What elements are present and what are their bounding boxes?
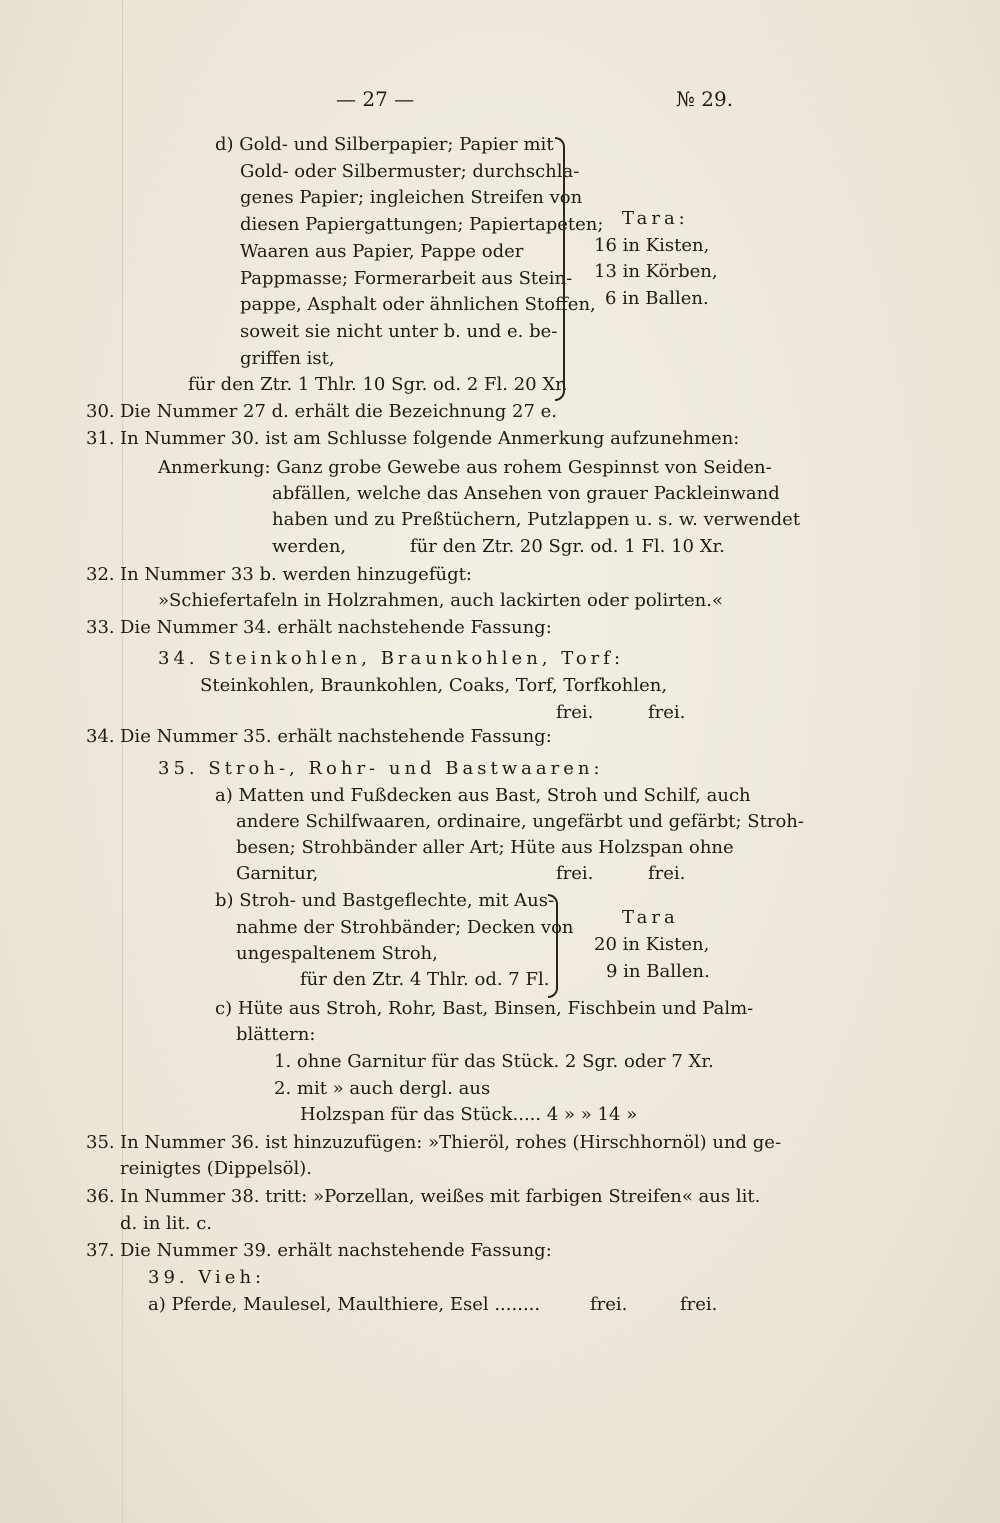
- item-text: In Nummer 38. tritt: »Porzellan, weißes mit farbigen Streifen« aus lit.: [120, 1186, 761, 1207]
- text-line: d. in lit. c.: [120, 1213, 213, 1234]
- frei-value: frei.: [680, 1294, 718, 1315]
- item-text: In Nummer 36. ist hinzuzufügen: »Thieröl, rohes (Hirschhornöl) und ge-: [120, 1132, 782, 1153]
- text-line: Anmerkung: Ganz grobe Gewebe aus rohem Gespinnst von Seiden-: [158, 457, 772, 478]
- text-line: c) Hüte aus Stroh, Rohr, Bast, Binsen, Fischbein und Palm-: [215, 998, 754, 1019]
- frei-value: frei.: [556, 863, 594, 884]
- text-line: diesen Papiergattungen; Papiertapeten;: [240, 214, 604, 235]
- item-text: Die Nummer 39. erhält nachstehende Fassung:: [120, 1240, 552, 1261]
- tara-line: 20 in Kisten,: [594, 934, 710, 955]
- heading-line: 35. Stroh-, Rohr- und Bastwaaren:: [158, 758, 604, 779]
- quote-line: »Schiefertafeln in Holzrahmen, auch lackirten oder polirten.«: [158, 590, 724, 611]
- tara-line: 13 in Körben,: [594, 261, 718, 282]
- tara-label: Tara:: [622, 208, 689, 229]
- tara-line: 9 in Ballen.: [606, 961, 710, 982]
- item-number: 30.: [86, 401, 115, 422]
- text-line: abfällen, welche das Ansehen von grauer Packleinwand: [272, 483, 780, 504]
- text-line: pappe, Asphalt oder ähnlichen Stoffen,: [240, 294, 596, 315]
- text-line: griffen ist,: [240, 348, 335, 369]
- brace: [555, 137, 565, 401]
- heading-line: 39. Vieh:: [148, 1267, 266, 1288]
- issue-number: № 29.: [676, 87, 734, 111]
- item-text: Die Nummer 35. erhält nachstehende Fassung:: [120, 726, 552, 747]
- item-number: 36.: [86, 1186, 115, 1207]
- item-number: 35.: [86, 1132, 115, 1153]
- text-line: Holzspan für das Stück..... 4 » » 14 »: [300, 1104, 638, 1125]
- text-line: Steinkohlen, Braunkohlen, Coaks, Torf, Torfkohlen,: [200, 675, 668, 696]
- frei-value: frei.: [648, 863, 686, 884]
- page-edge-line: [122, 0, 123, 1523]
- text-line: Gold- oder Silbermuster; durchschla-: [240, 161, 580, 182]
- item-number: 32.: [86, 564, 115, 585]
- text-line: Garnitur,: [236, 863, 319, 884]
- price-line: für den Ztr. 4 Thlr. od. 7 Fl.: [300, 969, 550, 990]
- text-line: nahme der Strohbänder; Decken von: [236, 917, 574, 938]
- tara-line: 6 in Ballen.: [605, 288, 709, 309]
- tara-line: 16 in Kisten,: [594, 235, 710, 256]
- text-line: besen; Strohbänder aller Art; Hüte aus Holzspan ohne: [236, 837, 734, 858]
- item-text: Die Nummer 34. erhält nachstehende Fassung:: [120, 617, 552, 638]
- item-number: 37.: [86, 1240, 115, 1261]
- text-line: soweit sie nicht unter b. und e. be-: [240, 321, 558, 342]
- text-line: reinigtes (Dippelsöl).: [120, 1158, 312, 1179]
- heading-line: 34. Steinkohlen, Braunkohlen, Torf:: [158, 648, 625, 669]
- brace: [548, 894, 558, 998]
- text-line: ungespaltenem Stroh,: [236, 943, 438, 964]
- text-line: 2. mit » auch dergl. aus: [274, 1078, 491, 1099]
- text-line: Waaren aus Papier, Pappe oder: [240, 241, 524, 262]
- price-line: für den Ztr. 20 Sgr. od. 1 Fl. 10 Xr.: [410, 536, 725, 557]
- item-number: 33.: [86, 617, 115, 638]
- item-text: In Nummer 30. ist am Schlusse folgende Anmerkung aufzunehmen:: [120, 428, 740, 449]
- text-line: genes Papier; ingleichen Streifen von: [240, 187, 583, 208]
- page-number: — 27 —: [336, 87, 415, 111]
- item-text: In Nummer 33 b. werden hinzugefügt:: [120, 564, 472, 585]
- text-line: b) Stroh- und Bastgeflechte, mit Aus-: [215, 890, 555, 911]
- item-number: 31.: [86, 428, 115, 449]
- text-line: Pappmasse; Formerarbeit aus Stein-: [240, 268, 573, 289]
- tara-label: Tara: [622, 907, 679, 928]
- price-line: für den Ztr. 1 Thlr. 10 Sgr. od. 2 Fl. 20 Xr.: [188, 374, 568, 395]
- text-line: a) Matten und Fußdecken aus Bast, Stroh und Schilf, auch: [215, 785, 751, 806]
- text-line: werden,: [272, 536, 347, 557]
- frei-value: frei.: [590, 1294, 628, 1315]
- item-text: Die Nummer 27 d. erhält die Bezeichnung 27 e.: [120, 401, 558, 422]
- text-line: 1. ohne Garnitur für das Stück. 2 Sgr. oder 7 Xr.: [274, 1051, 714, 1072]
- text-line: d) Gold- und Silberpapier; Papier mit: [215, 134, 554, 155]
- text-line: haben und zu Preßtüchern, Putzlappen u. s. w. verwendet: [272, 509, 801, 530]
- item-number: 34.: [86, 726, 115, 747]
- text-line: a) Pferde, Maulesel, Maulthiere, Esel ........: [148, 1294, 541, 1315]
- frei-value: frei.: [556, 702, 594, 723]
- frei-value: frei.: [648, 702, 686, 723]
- text-line: andere Schilfwaaren, ordinaire, ungefärbt und gefärbt; Stroh-: [236, 811, 804, 832]
- text-line: blättern:: [236, 1024, 316, 1045]
